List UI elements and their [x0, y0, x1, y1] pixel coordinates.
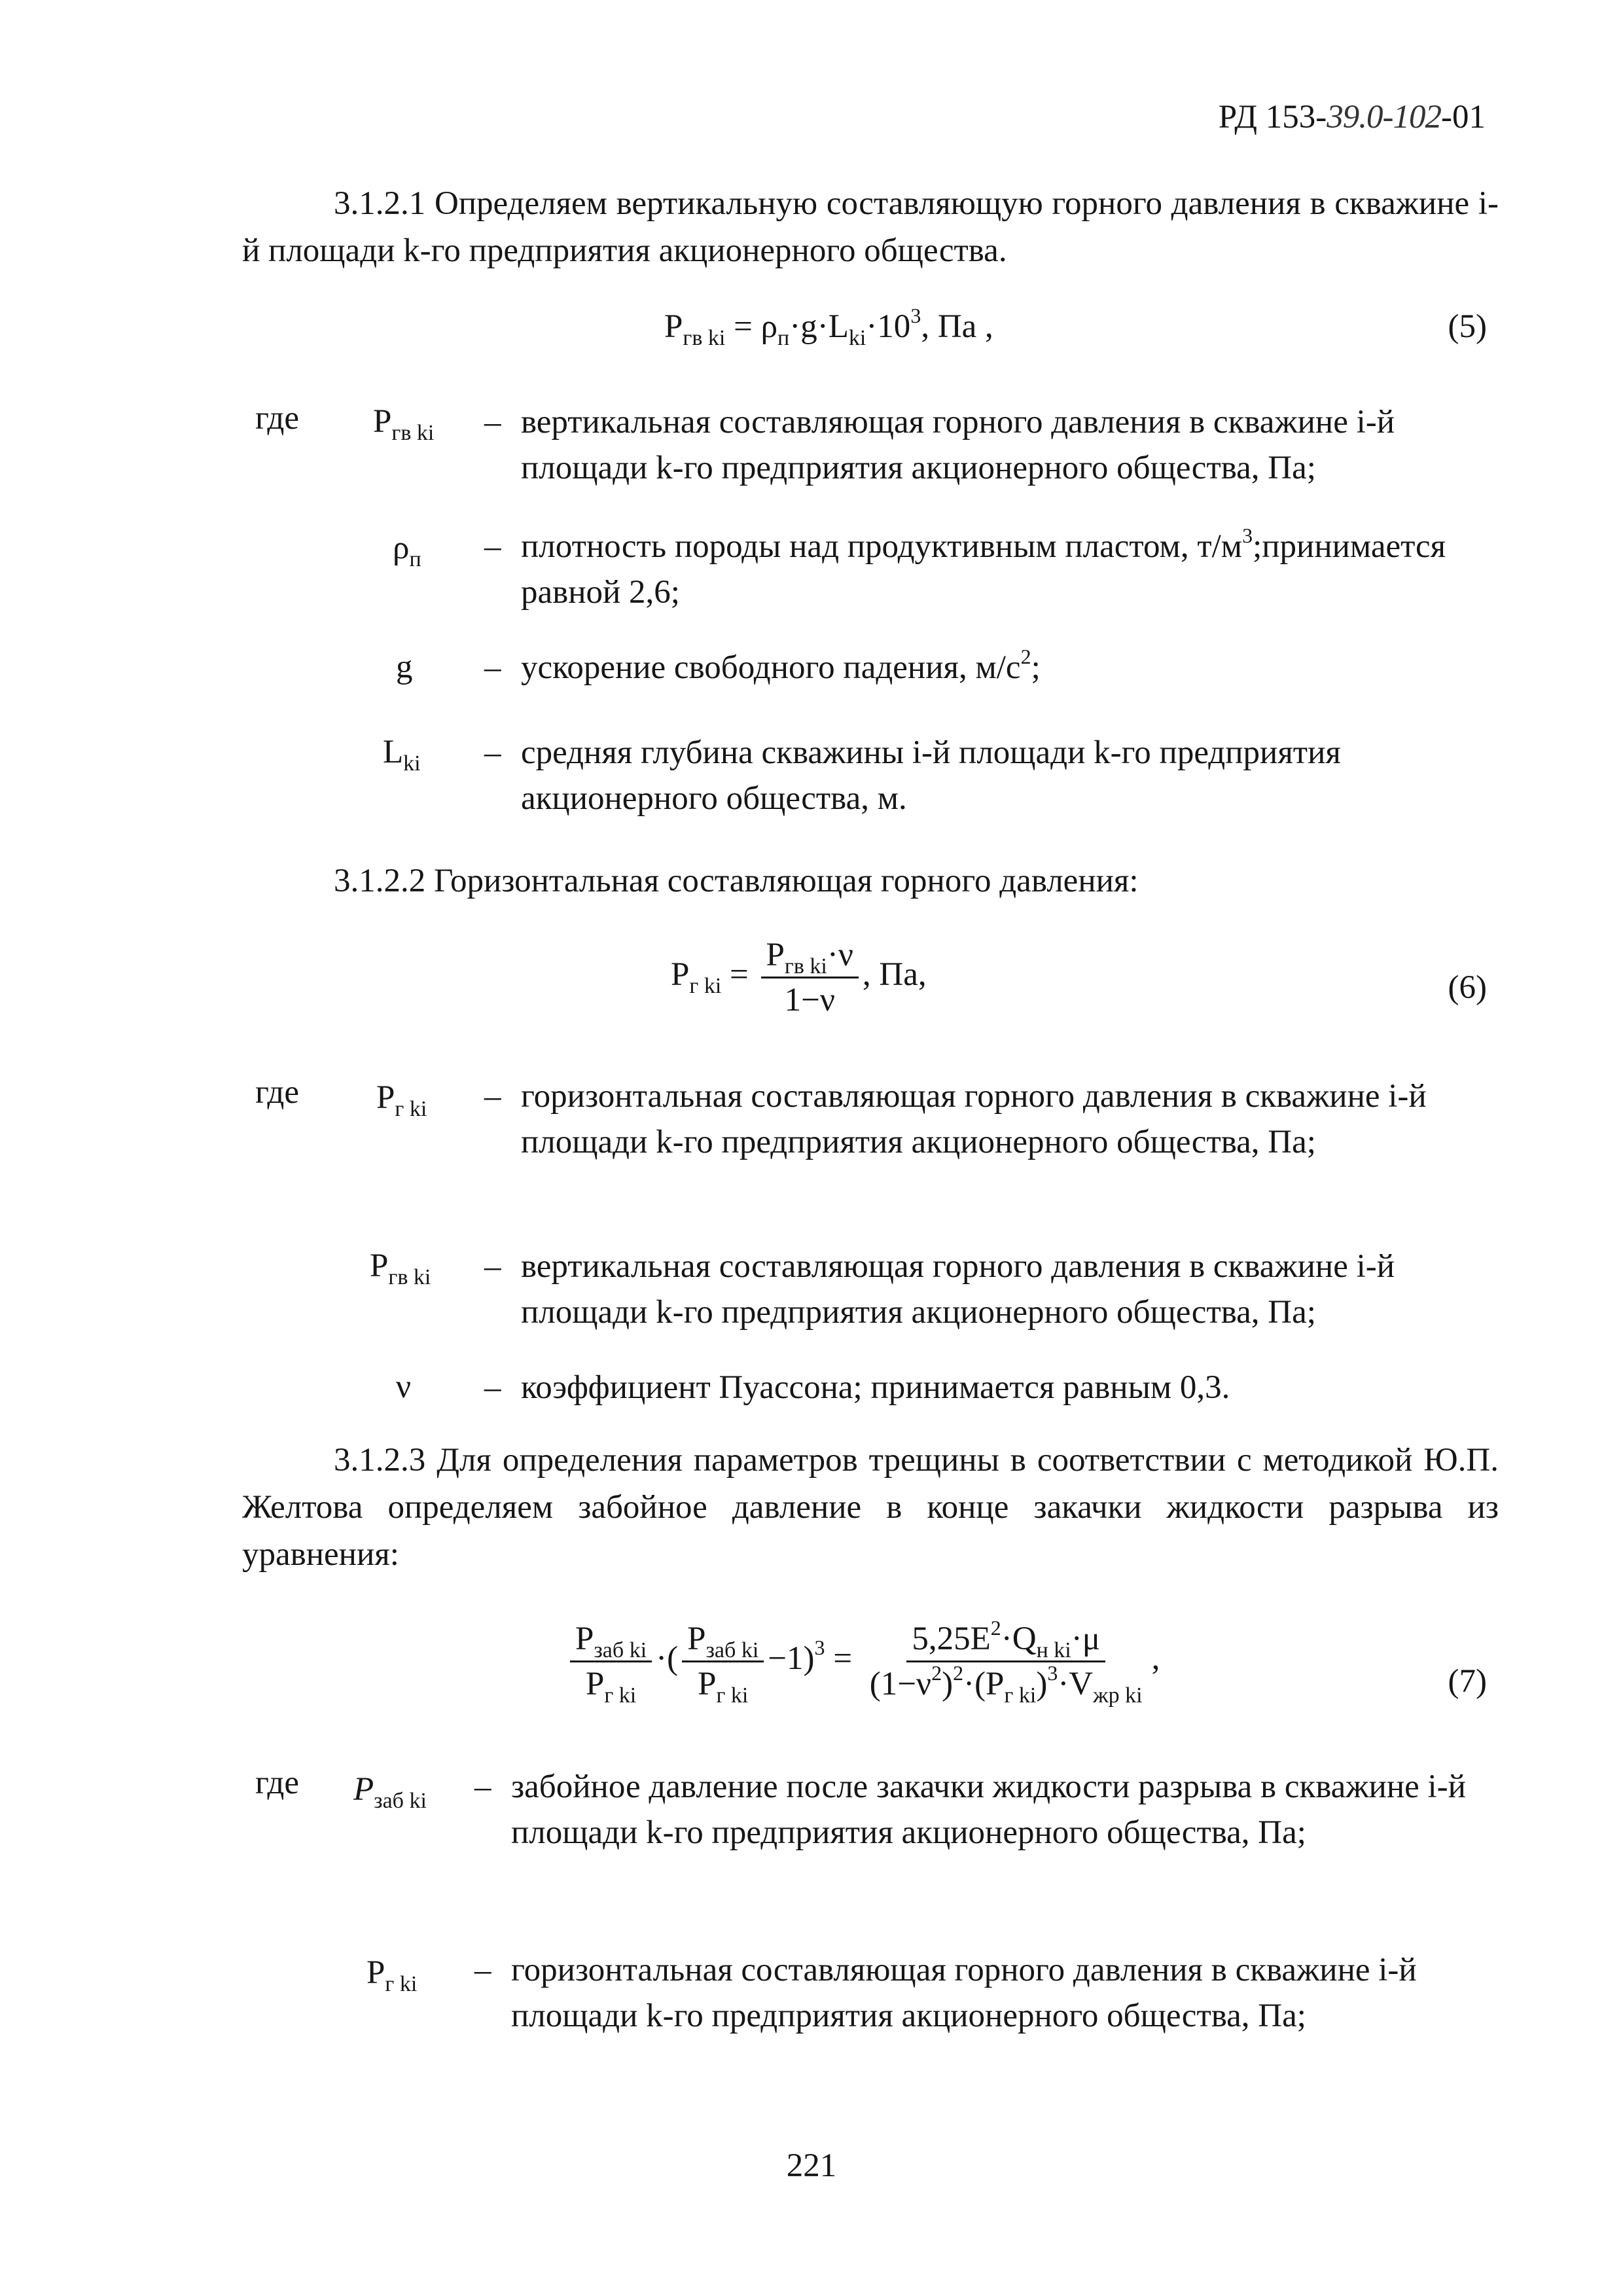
doc-code-prefix: РД 153-	[1218, 99, 1327, 135]
symbol-g: g	[396, 649, 413, 685]
symbol-p-zab-ki: $P_{заб ki}$	[353, 1771, 427, 1813]
equation-7-inner-fraction: $\frac{P_{заб ki}}{P_{г ki}}$	[682, 1620, 764, 1703]
equation-number-6: (6)	[1448, 969, 1487, 1006]
equation-number-7: (7)	[1448, 1663, 1487, 1700]
definition-nu: – коэффициент Пуассона; принимается равным 0,3.	[484, 1369, 1230, 1406]
definition-p-gv-ki: – вертикальная составляющая горного давления в скважине i-й площади k-го предприятия акционерного общества, Па;	[484, 404, 1395, 486]
equation-5: $P_{гв ki} = \rho_п\cdot g\cdot L_{ki}\cdot 10^3$, Па ,	[664, 304, 993, 350]
document-code	[1219, 98, 1486, 136]
paragraph-3-1-2-3: 3.1.2.3 Для определения параметров трещины в соответствии с методикой Ю.П. Желтова определяем забойное давление в конце закачки жидкости разрыва из уравнения:	[242, 1442, 1499, 1573]
definition-rho-p: – плотность породы над продуктивным пластом, $т/м^3;принимается$ равной 2,6;	[484, 524, 1446, 611]
symbol-p-gv-ki: $P_{гв ki}$	[373, 403, 435, 445]
doc-code-suffix: -01	[1441, 99, 1486, 135]
equation-6-fraction: $\frac{P_{гв ki}\cdot\nu}{1-\nu}$	[761, 936, 859, 1019]
equation-7-lhs-fraction: $\frac{P_{заб ki}}{P_{г ki}}$	[570, 1620, 652, 1703]
symbol-nu: ν	[396, 1369, 412, 1405]
symbol-p-g-ki: $P_{г ki}$	[376, 1079, 427, 1121]
symbol-l-ki: $L_{ki}$	[383, 734, 421, 776]
symbol-p-g-ki: $P_{г ki}$	[366, 1954, 418, 1996]
definition-g: – ускорение свободного падения, $м/с^2$;	[484, 645, 1041, 686]
equation-7: $\frac{P_{заб ki}}{P_{г ki}}$ ·( $\frac{P_{заб ki}}{P_{г ki}}$ −1)$^3$ = $\frac{5,25E^2\cdot Q_{н ki}\cdot\mu}{(1-\nu^2)^2\cdot(P_{г ki})^3\cdot V_{жр ki}}$ ,	[566, 1620, 1160, 1703]
definition-l-ki: – средняя глубина скважины i-й площади k-го предприятия акционерного общества, м.	[484, 734, 1341, 817]
symbol-rho-p: $\rho_п$	[393, 529, 421, 571]
equation-number-5: (5)	[1448, 308, 1487, 345]
equation-7-rhs-fraction: $\frac{5,25E^2\cdot Q_{н ki}\cdot\mu}{(1-\nu^2)^2\cdot(P_{г ki})^3\cdot V_{жр ki}}$	[869, 1616, 1143, 1708]
where-label: где	[255, 1765, 299, 1801]
paragraph-3-1-2-1: 3.1.2.1 Определяем вертикальную составляющую горного давления в скважине i-й площади k-го предприятия акционерного общества.	[242, 185, 1499, 269]
symbol-p-gv-ki: $P_{гв ki}$	[370, 1247, 431, 1289]
definition-p-g-ki: – горизонтальная составляющая горного давления в скважине i-й площади k-го предприятия акционерного общества, Па;	[484, 1078, 1427, 1160]
equation-6: $P_{г ki}$ = $\frac{P_{гв ki}\cdot\nu}{1-\nu}$ , Па,	[671, 937, 927, 1018]
definition-p-gv-ki: – вертикальная составляющая горного давления в скважине i-й площади k-го предприятия акционерного общества, Па;	[484, 1248, 1395, 1331]
where-label: где	[255, 400, 299, 437]
definition-p-g-ki: – горизонтальная составляющая горного давления в скважине i-й площади k-го предприятия акционерного общества, Па;	[474, 1952, 1417, 2034]
doc-code-handwritten: 39.0-102	[1327, 99, 1442, 135]
where-label: где	[255, 1074, 299, 1111]
page-number: 221	[786, 2147, 837, 2184]
definition-p-zab-ki: – забойное давление после закачки жидкости разрыва в скважине i-й площади k-го предприятия акционерного общества, Па;	[474, 1768, 1466, 1851]
paragraph-3-1-2-2: 3.1.2.2 Горизонтальная составляющая горного давления:	[334, 863, 1139, 899]
